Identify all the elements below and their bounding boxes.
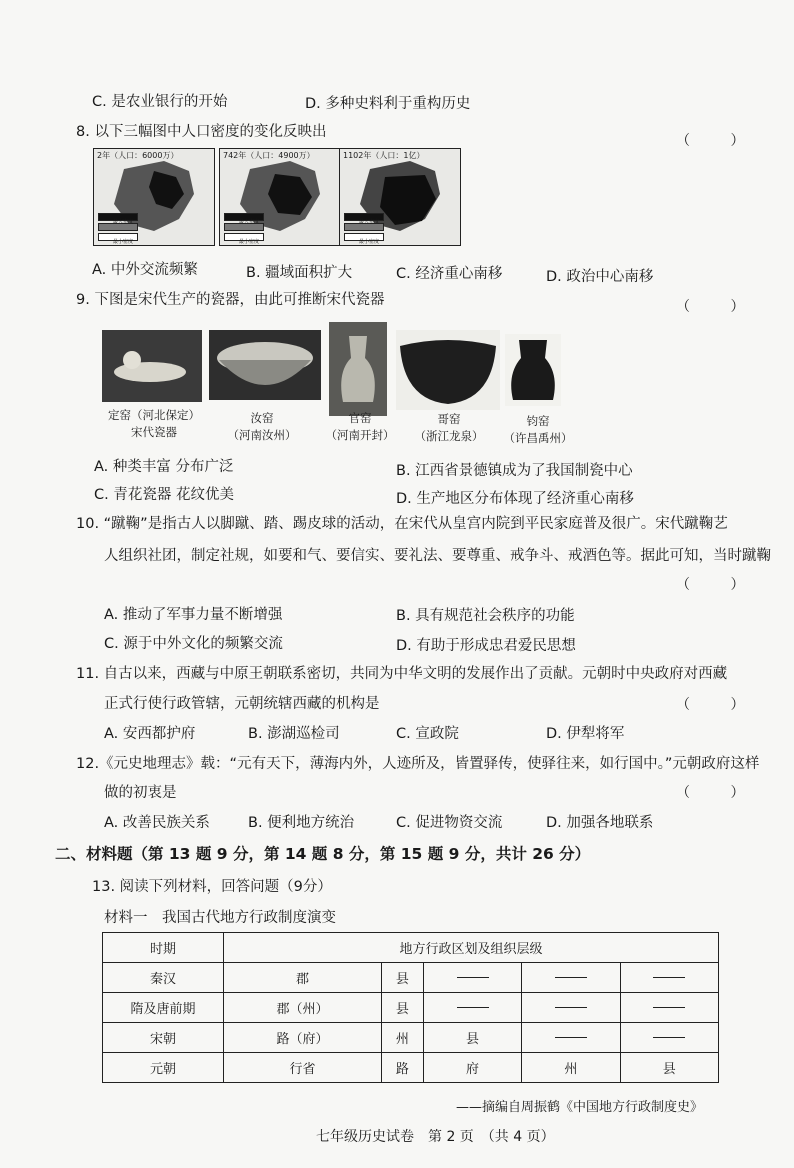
q12-option-c: C. 促进物资交流 (396, 815, 503, 831)
q9-option-c: C. 青花瓷器 花纹优美 (94, 487, 234, 503)
ru-kiln-bowl-photo (209, 330, 321, 400)
q11-line-1: 11. 自古以来，西藏与中原王朝联系密切，共同为中华文明的发展作出了贡献。元朝时中央政府对西藏 (76, 666, 728, 682)
dash-mark (653, 977, 685, 978)
q9-option-a: A. 种类丰富 分布广泛 (94, 459, 234, 475)
table-row (103, 993, 719, 1023)
q10-option-a: A. 推动了军事力量不断增强 (104, 607, 283, 623)
table-row (103, 963, 719, 993)
caption-line: 哥窑 (437, 412, 461, 426)
map-caption: 2年（人口：6000万） (97, 151, 179, 160)
guan-kiln-vase-photo (329, 322, 387, 416)
caption-line: 汝窑 (250, 411, 274, 425)
q13-stem: 13. 阅读下列材料，回答问题（9分） (92, 879, 332, 895)
caption-line: （浙江龙泉） (414, 429, 484, 443)
caption-line: 官窑 (348, 411, 372, 425)
ding-kiln-pillow-photo (102, 330, 202, 402)
q10-option-d: D. 有助于形成忠君爱民思想 (396, 638, 576, 654)
dash-mark (555, 1007, 587, 1008)
legend-max: 最大密度 (359, 219, 380, 225)
table-cell: 县 (382, 963, 424, 993)
ru-kiln-caption (212, 410, 312, 444)
table-cell (522, 1023, 620, 1053)
section-title: 二、材料题（第 13 题 9 分，第 14 题 8 分，第 15 题 9 分，共计 26 分） (55, 845, 591, 863)
q10-option-b: B. 具有规范社会秩序的功能 (396, 608, 575, 624)
caption-line: 钧窑 (526, 414, 550, 428)
table-cell: 州 (382, 1023, 424, 1053)
table-period-cell: 秦汉 (103, 963, 224, 993)
q12-option-d: D. 加强各地联系 (546, 815, 654, 831)
legend-max: 最大密度 (239, 219, 260, 225)
caption-line: （河南开封） (325, 428, 395, 442)
q8-answer-bracket: （ ） (676, 133, 763, 149)
population-map-1102 (339, 148, 461, 246)
q10-line-1: 10. “蹴鞠”是指古人以脚蹴、踏、踢皮球的活动，在宋代从皇宫内院到平民家庭普及很广。宋代蹴鞠艺 (76, 516, 728, 532)
dash-mark (457, 977, 489, 978)
dash-mark (555, 977, 587, 978)
table-source: ——摘编自周振鹤《中国地方行政制度史》 (456, 1100, 704, 1115)
q12-line-2: 做的初衷是 (104, 785, 177, 801)
table-cell: 县 (423, 1023, 521, 1053)
caption-line: （许昌禹州） (503, 431, 573, 445)
q10-line-2: 人组织社团，制定社规，如要和气、要信实、要礼法、要尊重、戒争斗、戒酒色等。据此可知，当时蹴鞠 (104, 548, 771, 564)
population-map-2 (93, 148, 215, 246)
table-header-cell: 地方行政区划及组织层级 (224, 933, 719, 963)
q11-option-d: D. 伊犁将军 (546, 726, 625, 742)
dash-mark (653, 1037, 685, 1038)
caption-line: 定窑（河北保定） (108, 408, 200, 422)
q7-option-d: D. 多种史料利于重构历史 (305, 96, 471, 112)
guan-kiln-caption (318, 410, 402, 444)
legend-min: 最小密度 (359, 239, 380, 245)
table-cell: 县 (382, 993, 424, 1023)
table-cell: 路（府） (224, 1023, 382, 1053)
table-cell (620, 963, 718, 993)
q8-option-a: A. 中外交流频繁 (92, 262, 198, 278)
table-cell: 郡 (224, 963, 382, 993)
q9-option-b: B. 江西省景德镇成为了我国制瓷中心 (396, 463, 633, 479)
q8-option-b: B. 疆域面积扩大 (246, 265, 353, 281)
table-cell: 郡（州） (224, 993, 382, 1023)
q8-option-c: C. 经济重心南移 (396, 266, 503, 282)
q11-line-2: 正式行使行政管辖，元朝统辖西藏的机构是 (104, 696, 380, 712)
legend-min: 最小密度 (113, 239, 134, 245)
ge-kiln-caption (404, 411, 494, 445)
q9-option-d: D. 生产地区分布体现了经济重心南移 (396, 491, 634, 507)
q8-stem: 8. 以下三幅图中人口密度的变化反映出 (76, 124, 327, 140)
table-cell (522, 963, 620, 993)
caption-line: 宋代瓷器 (131, 425, 177, 439)
map-legend (98, 211, 138, 245)
table-row (103, 1023, 719, 1053)
legend-min: 最小密度 (239, 239, 260, 245)
table-period-cell: 元朝 (103, 1053, 224, 1083)
table-cell: 县 (620, 1053, 718, 1083)
q9-stem: 9. 下图是宋代生产的瓷器，由此可推断宋代瓷器 (76, 292, 385, 308)
q12-option-a: A. 改善民族关系 (104, 815, 210, 831)
admin-system-table (102, 932, 719, 1083)
q8-option-d: D. 政治中心南移 (546, 269, 654, 285)
map-legend (224, 211, 264, 245)
q9-answer-bracket: （ ） (676, 299, 763, 315)
ding-kiln-caption (104, 407, 204, 441)
caption-line: （河南汝州） (227, 428, 297, 442)
legend-max: 最大密度 (113, 219, 134, 225)
q11-answer-bracket: （ ） (676, 697, 763, 713)
table-cell (423, 963, 521, 993)
q11-option-a: A. 安西都护府 (104, 726, 196, 742)
table-period-cell: 隋及唐前期 (103, 993, 224, 1023)
q10-answer-bracket: （ ） (676, 577, 763, 593)
q7-option-c: C. 是农业银行的开始 (92, 94, 228, 110)
table-cell (423, 993, 521, 1023)
jun-kiln-vase-photo (505, 334, 561, 406)
map-caption: 742年（人口：4900万） (223, 151, 315, 160)
map-caption: 1102年（人口：1亿） (343, 151, 425, 160)
q10-option-c: C. 源于中外文化的频繁交流 (104, 636, 283, 652)
map-legend (344, 211, 384, 245)
table-cell: 府 (423, 1053, 521, 1083)
table-header-cell: 时期 (103, 933, 224, 963)
table-cell (620, 993, 718, 1023)
material-one-title: 材料一 我国古代地方行政制度演变 (104, 910, 336, 926)
table-cell: 州 (522, 1053, 620, 1083)
table-period-cell: 宋朝 (103, 1023, 224, 1053)
table-cell (522, 993, 620, 1023)
table-row (103, 1053, 719, 1083)
table-cell: 路 (382, 1053, 424, 1083)
dash-mark (457, 1007, 489, 1008)
table-cell: 行省 (224, 1053, 382, 1083)
q12-answer-bracket: （ ） (676, 785, 763, 801)
table-header-row (103, 933, 719, 963)
dash-mark (555, 1037, 587, 1038)
q11-option-c: C. 宣政院 (396, 726, 459, 742)
dash-mark (653, 1007, 685, 1008)
population-map-742 (219, 148, 341, 246)
ge-kiln-bowl-photo (396, 330, 500, 410)
table-cell (620, 1023, 718, 1053)
page-footer: 七年级历史试卷 第 2 页 （共 4 页） (316, 1129, 555, 1145)
q12-line-1: 12.《元史地理志》载：“元有天下，薄海内外，人迹所及，皆置驿传，使驿往来，如行国中。”元朝政府这样 (76, 756, 760, 772)
q11-option-b: B. 澎湖巡检司 (248, 726, 340, 742)
q12-option-b: B. 便利地方统治 (248, 815, 355, 831)
jun-kiln-caption (493, 413, 583, 447)
